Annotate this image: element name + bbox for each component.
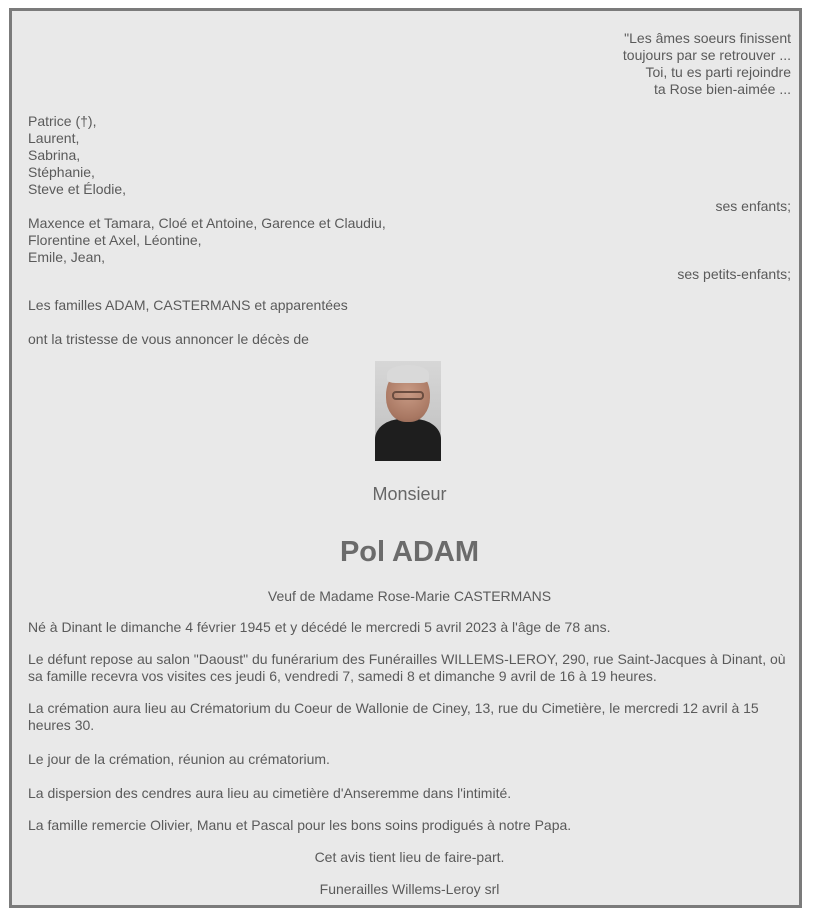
birth-death-paragraph: Né à Dinant le dimanche 4 février 1945 et y décédé le mercredi 5 avril 2023 à l'âge de 78 ans. [28,619,611,635]
grandchildren-list [28,215,791,283]
grandchildren-line: Florentine et Axel, Léontine, [28,232,202,248]
announce-line: ont la tristesse de vous annoncer le décès de [28,331,309,347]
ashes-paragraph: La dispersion des cendres aura lieu au cimetière d'Anseremme dans l'intimité. [28,785,512,801]
grandchildren-line: Emile, Jean, [28,249,106,265]
quote-line: Toi, tu es parti rejoindre [645,64,791,80]
quote-line: toujours par se retrouver ... [622,47,791,63]
grandchildren-label: ses petits-enfants; [677,266,791,282]
company-line: Funerailles Willems-Leroy srl [319,881,500,897]
portrait-photo [375,361,441,461]
honorific: Monsieur [372,484,447,504]
visitation-paragraph: Le défunt repose au salon "Daoust" du funérarium des Funérailles WILLEMS-LEROY, 290, rue Saint-Jacques à Dinant, où sa famille recevra vos visites ces jeudi 6, vendredi 7, samedi 8 et dimanche 9 avril de 16 à 19 heures. [28,651,786,684]
obituary-notice [9,8,802,908]
quote-line: "Les âmes soeurs finissent [624,30,791,46]
notice-line: Cet avis tient lieu de faire-part. [314,849,505,865]
child-name: Laurent, [28,130,80,146]
grandchildren-line: Maxence et Tamara, Cloé et Antoine, Garence et Claudiu, [28,215,386,231]
meeting-paragraph: Le jour de la crémation, réunion au crématorium. [28,751,330,767]
widower-line: Veuf de Madame Rose-Marie CASTERMANS [267,588,552,604]
child-name: Steve et Élodie, [28,181,127,197]
thanks-paragraph: La famille remercie Olivier, Manu et Pascal pour les bons soins prodigués à notre Papa. [28,817,572,833]
child-name: Stéphanie, [28,164,95,180]
children-label: ses enfants; [715,198,791,214]
children-list [28,113,791,215]
child-name: Patrice (†), [28,113,97,129]
cremation-paragraph: La crémation aura lieu au Crématorium du Coeur de Wallonie de Ciney, 13, rue du Cimetière, le mercredi 12 avril à 15 heures 30. [28,700,759,733]
families-line: Les familles ADAM, CASTERMANS et apparentées [28,297,348,313]
child-name: Sabrina, [28,147,81,163]
epigraph-quote [491,30,791,98]
deceased-name: Pol ADAM [339,536,480,568]
quote-line: ta Rose bien-aimée ... [654,81,791,97]
